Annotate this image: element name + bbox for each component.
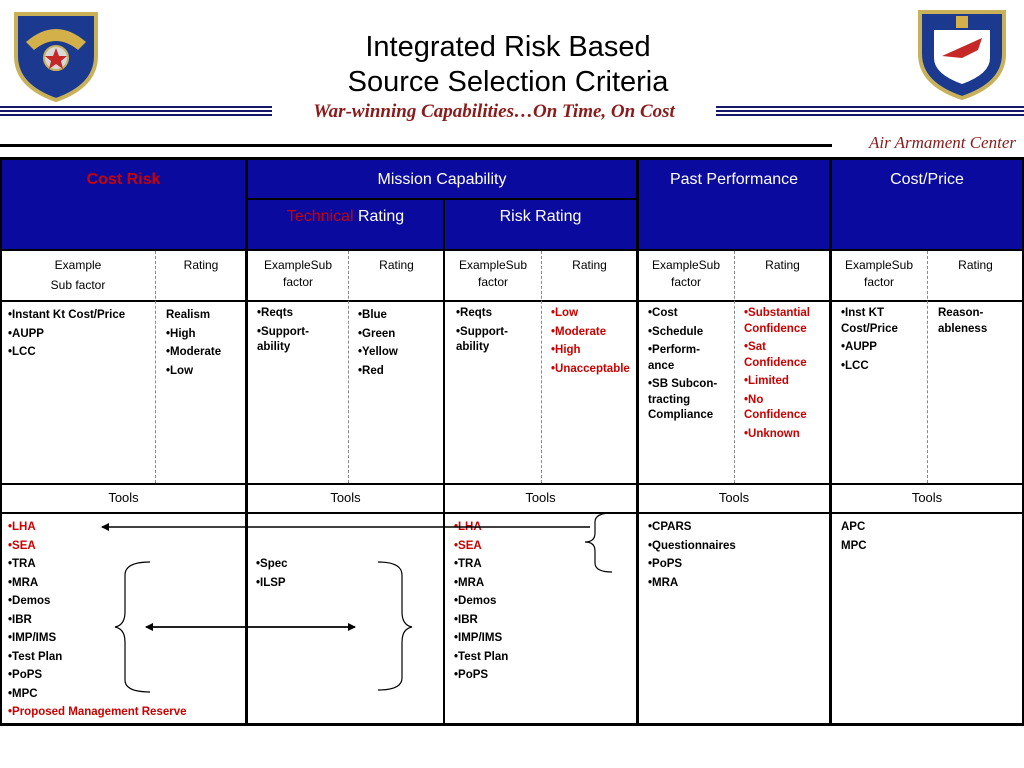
list-item: •Moderate bbox=[551, 325, 607, 338]
list-item: MPC bbox=[841, 539, 867, 552]
list-item: •IMP/IMS bbox=[454, 632, 503, 644]
list-item: •PoPS bbox=[648, 558, 683, 570]
cost-tools-bracket bbox=[115, 562, 150, 692]
c5-rating-label: Rating bbox=[958, 258, 993, 272]
title-line-1: Integrated Risk Based bbox=[365, 31, 651, 63]
risk-rating-label: Risk Rating bbox=[499, 208, 582, 225]
tools-label: Tools bbox=[108, 490, 139, 505]
list-item: •AUPP bbox=[8, 327, 44, 340]
list-item: •Substantial Confidence bbox=[744, 307, 811, 335]
list-item: •MRA bbox=[648, 576, 679, 589]
list-item: •LHA bbox=[8, 521, 36, 533]
list-item: •PoPS bbox=[8, 669, 43, 681]
list-item: •No Confidence bbox=[744, 393, 807, 421]
list-item: •Spec bbox=[256, 558, 288, 570]
list-item: APC bbox=[841, 521, 866, 533]
list-item: •Yellow bbox=[358, 346, 398, 358]
c1-example-label: Example Sub factor bbox=[50, 258, 106, 292]
list-item: •Support-ability bbox=[456, 325, 508, 353]
c2-example-label: ExampleSub factor bbox=[263, 258, 333, 289]
list-item: •Low bbox=[166, 364, 194, 377]
list-item: •Support-ability bbox=[257, 325, 309, 353]
list-item: •IMP/IMS bbox=[8, 632, 57, 644]
risk-tools-bracket bbox=[378, 562, 412, 690]
c2-rating-label: Rating bbox=[379, 258, 414, 272]
list-item: •Moderate bbox=[166, 346, 222, 358]
list-item: •AUPP bbox=[841, 341, 877, 353]
c5-example-label: ExampleSub factor bbox=[844, 258, 914, 289]
list-item: •Limited bbox=[744, 375, 789, 387]
list-item: •Proposed Management Reserve bbox=[8, 706, 187, 718]
list-item: •Red bbox=[358, 364, 384, 377]
lha-sea-bracket bbox=[585, 513, 612, 572]
org-name: Air Armament Center bbox=[868, 133, 1016, 152]
list-item: •Unknown bbox=[744, 427, 800, 440]
c3-example-label: ExampleSub factor bbox=[458, 258, 528, 289]
list-item: •Instant Kt Cost/Price bbox=[8, 309, 126, 321]
tools-label: Tools bbox=[525, 490, 556, 505]
list-item: •CPARS bbox=[648, 521, 692, 533]
list-item: •High bbox=[551, 344, 581, 356]
list-item: Reason-ableness bbox=[938, 307, 988, 335]
list-item: •Blue bbox=[358, 309, 387, 321]
list-item: •LCC bbox=[841, 359, 869, 372]
list-item: •Test Plan bbox=[8, 650, 63, 663]
list-item: •Test Plan bbox=[454, 650, 509, 663]
rating-word: Rating bbox=[353, 208, 405, 225]
list-item: •IBR bbox=[8, 613, 32, 626]
list-item: •LHA bbox=[454, 521, 482, 533]
list-item: •Perform-ance bbox=[648, 344, 700, 372]
list-item: •Low bbox=[551, 307, 579, 319]
list-item: •SEA bbox=[454, 539, 482, 552]
past-performance-label: Past Performance bbox=[669, 171, 799, 188]
list-item: •MRA bbox=[8, 576, 39, 589]
list-item: •SEA bbox=[8, 539, 36, 552]
tools-label: Tools bbox=[330, 490, 361, 505]
mission-capability-label: Mission Capability bbox=[377, 171, 507, 188]
list-item: •MPC bbox=[8, 687, 38, 700]
list-item: •Schedule bbox=[648, 325, 704, 338]
list-item: Realism bbox=[166, 309, 211, 321]
c3-rating-label: Rating bbox=[572, 258, 607, 272]
list-item: •Green bbox=[358, 327, 396, 340]
tagline: War-winning Capabilities…On Time, On Cost bbox=[272, 100, 716, 124]
list-item: •IBR bbox=[454, 613, 478, 626]
list-item: •TRA bbox=[454, 558, 482, 570]
list-item: •Demos bbox=[8, 595, 51, 607]
list-item: •Cost bbox=[648, 307, 678, 319]
cost-price-label: Cost/Price bbox=[890, 171, 964, 188]
list-item: •Unacceptable bbox=[551, 362, 630, 375]
list-item: •Questionnaires bbox=[648, 539, 736, 552]
c1-rating-label: Rating bbox=[183, 258, 219, 272]
list-item: •PoPS bbox=[454, 669, 489, 681]
list-item: •LCC bbox=[8, 346, 36, 358]
cost-risk-label: Cost Risk bbox=[86, 171, 161, 188]
list-item: •Reqts bbox=[257, 307, 293, 319]
list-item: •SB Subcon-tracting Compliance bbox=[648, 378, 718, 421]
list-item: •TRA bbox=[8, 558, 36, 570]
list-item: •MRA bbox=[454, 576, 485, 589]
list-item: •Reqts bbox=[456, 307, 492, 319]
list-item: •Demos bbox=[454, 595, 497, 607]
tools-label: Tools bbox=[718, 490, 750, 505]
c4-example-label: ExampleSub factor bbox=[651, 258, 721, 289]
c4-rating-label: Rating bbox=[765, 258, 800, 272]
tools-label: Tools bbox=[911, 490, 943, 505]
title-line-2: Source Selection Criteria bbox=[347, 66, 669, 98]
list-item: •Sat Confidence bbox=[744, 341, 807, 369]
list-item: •Inst KT Cost/Price bbox=[841, 307, 898, 335]
technical-label: Technical bbox=[286, 208, 354, 225]
list-item: •ILSP bbox=[256, 576, 286, 589]
list-item: •High bbox=[166, 327, 196, 340]
